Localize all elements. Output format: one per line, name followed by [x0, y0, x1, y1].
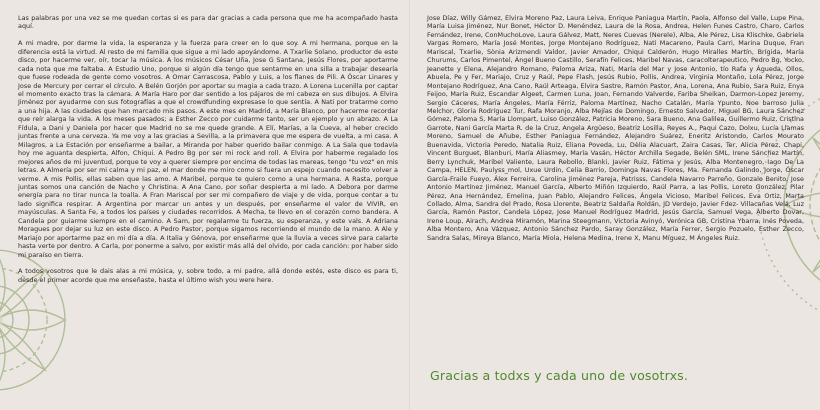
- book-spine: [409, 0, 411, 410]
- closing-dedication-paragraph: A todos vosotros que le dais alas a mi música, y, sobre todo, a mi padre, allá donde estés, este disco es para ti, desde el primer acorde que me enseñaste, hasta el último wish you were here.: [18, 267, 398, 284]
- thanks-closing-line: Gracias a todxs y cada uno de vosotrxs.: [430, 368, 689, 383]
- acknowledgments-paragraph: A mi madre, por darme la vida, la esperanza y la fuerza para creer en lo que soy. A mi hermana, porque en la diferencia está la virtud. Al resto de mi familia que sigue a mi lado apoyándome. A Txarlie Solano, productor de este disco, por hacerme ver, oír, tocar la música. A los músicos César Uña, Jose G Santana, Jesús Flores, por aportarme cada nota que me faltaba. A Estudio Uno, porque si algún día tengo que sentarme en una silla a trabajar desearía que fuese rodeada de gente como vosotros. A Omar Carrascosa, Pablo y Luis, a los flanes de Pili. A Óscar Linares y Jose de Mercury por cerrar el círculo. A Belén Gorjón por aportar su magia a cada trazo. A Lorena Lucenilla por captar el momento exacto tras la cámara. A María Haro por dar sentido a los pájaros de mi cabeza en sus dibujos. A Elvira Jiménez por ayudarme con sus fotografías a que el crowdfunding expresase lo que sentía. A Nati por tratarme como a una hija. A las ciudades que han marcado mis pasos. A este mes en Madrid, a María Blanco, por hacerme recordar que reír alarga la vida. A los meses pasados; a Esther Zecco por cuidarme tanto, ser un ejemplo y un abrazo. A La Fídula, a Dani y Daniela por hacer que Madrid no se me quede grande. A Elí, Marías, a la Cueva, al heber crecido juntas frente a una cerveza. Ya me voy a las gracias a Sevilla, a la primavera que me espera de vuelta, a mi casa. A Milagros, a La Estación por enseñarme a bailar, a Miranda por haber querido bailar conmigo. A La Sala que todavía hoy me aguanta despierta, Alfon, Chiqui. A Pedro Bg por ser mi rock and roll. A Elvira por haberme regalado los mejores años de mi juventud, porque te voy a querer siempre por encima de todas las mareas, tengo "tu voz" en mis letras. A Almería por ser mi calma y mi paz, el mar donde me miro como si fuera un espejo cuando necesito volver a verme. A mis Pollis, ellas saben que las amo. A Maribel, porque te quiero como a una hermana. A Rasta, porque juntas somos una canción de Nacho y Christina. A Ana Cano, por soñar despierta a mi lado. A Debora por darme energía para no tirar nunca la toalla. A Fran Mariscal por ser mi compañero de viaje y de vida, porque contar a tu lado significa respirar. A Argentina por marcar un antes y un después, por enseñarme el valor de VIVIR, en mayúsculas. A Santa Fe, a todos los países y ciudades recorridos. A Mecha, te llevo en el corazón como bandera. A Candela por guiarme siempre en el camino. A Sam, por regalarme tu fuerza, su esperanza, y este vals. A Adriana Moragues por dejar su luz en este disco. A Pedro Pastor, porque sigamos recorriendo el mundo de la mano. A Ale y Mariajo por aportarme paz en mi día a día. A Italia y Génova, por enseñarme que la lluvia a veces sirve para calarte hasta verte por dentro. A Carla, por ponerme a salvo, por existir más allá del olvido, por cada canción: por haber sido mi paraíso en tierra.: [18, 39, 398, 259]
- intro-paragraph: Las palabras por una vez se me quedan cortas si es para dar gracias a cada persona que me ha acompañado hasta aquí.: [18, 14, 398, 31]
- backers-list: Jose Díaz, Willy Gámez, Elvira Moreno Paz, Laura Leiva, Enrique Paniagua Martín, Paola, Alfonso del Valle, Lupe Pina, María Luisa Jiménez, Nur Bonet, Héctor D. Menéndez, Laura de la Rosa, Andrea, Helen Funes Castro, Charo, Carlos Fernández, Irene, ConMuchoLove, Laura Gálvez, Matt, Neres Cuevas (Nerele), Alba, Ale Pérez, Lisa Klischke, Gabriela Vargas Romero, María José Montes, Jorge Montejano Rodríguez, Nati Macareno, Paula Carri, Marina Duque, Fran Mariscal, Txarlie, Sònia Arizmendi Valdor, Javier Amador, Chiqui Calderón, Hugo Miralles Martín, Brígida, María Churums, Carlos Pimentel, Ángel Bueno Castillo, Serafín Felices, Maribel Navas, caracolterapeutico, Pedro Bg, Yocko, Jeanette y Elena, Alejandro Romano, Paloma Ariza, Nati, María del Mar y Jose Antonio, tío Rafa y Águeda, Ollos, Abuela, Pe y Fer, Mariajo, Cruz y Raúl, Pepe Flash, Jesús Rubio, Pollis, Andrea, Virginia Montaño, Lola Pérez, Jorge Montejano Rodríguez, Ana Cano, Raúl Arteaga, Elvira Sastre, Ramón Pastor, Ana, Lorena, Ana Rubio, Sara Ruiz, Enya Feijoo, María Ruiz, Escandar Algeet, Carmen Luna, Joan, Fernando Valverde, Fariba Sheikan, Darmon-Lopez Jeremy, Sergio Cáceres, María Ángeles, María Férriz, Paloma Martínez, Nacho Catalán, María Ypunto, Noe barroso Julia Melchor, Gloria Rodríguez Tur, Rafa Moranjo, Alba Mejías de Domingo, Ernesto Salvador, Miguel BG, Laura Sánchez Gómez, Paloma S, María Llompart, Luiso González, Patricia Moreno, Sara Bueno, Ana Galilea, Guillermo Ruiz, Cristina Garrote, Nani García Marta R. de la Cruz, Angela Argüeso, Beatriz Losilla, Reyes A., Paqui Cazo, Dolxu, Lucía Llamas Moreno, Samuel de Añube, Esther Paniagua Fernández, Alejandro Suárez, Eneritz Aristondo, Carlos Mourato Buenavida, Victoria Peredo, Natalia Ruiz, Eliana Poveda, Lu, Dèlia Alacuart, Zaira Casas, Ter, Alicia Pérez, Chapi, Vincent Burguet, Blanburi, María Aliasmey, María Vasán, Héctor Archilla Segade, Belén SML, Irene Sánchez Martín, Berry Lynchuk, Maribel Valiente, Laura Rebollo, Blanki, Javier Ruiz, Fátima y Jesús, Alba Montenegro, Iago De La Campa, HELEN, Paulyss_mol, Uxue Urdin, Celia Barrio, Dominga Navas Flores, Ma. Fernanda Galindo, Jorge, Óscar García-Fraile Fueyo, Álex Ferreira, Carolina Jiménez Pareja, Patrisss, Candela Navarro Parreño, Gonzalo Benito, Jose Antonio Martínez Jiménez, Manuel García, Alberto Miñón Izquierdo, Raúl Parra, a las Pollis, Loreto González, Pilar Pérez, Ana Hernández, Emelina, Juan Pablo, Alejandro Felices, Ángela Vicioso, Maribel Felices, Eva Ortiz, Marta Collado, Alma, Sandra del Prado, Rosa Llorente, Beatriz Saldaña Roldán, JD Verdejo, Javier Fdez- Villacañas Velá, Luz García, Ramón Pastor, Candela López, Jose Manuel Rodríguez Madrid, Jesús García, Samuel Vega, Alberto Dovar, Irene Loup, Airach, Andrea Miramón, Marina Steegmann, Victoria Avinyó, Verónica GB, Cristina Ybarra, Inés Poveda, Alba Montero, Ana Vázquez, Antonio Sánchez Pardo, Saray González, María Ferrer, Sergio Pozuelo, Esther Zecco, Sandra Salas, Mireya Blanco, María Miola, Helena Medina, Irene X, Manu Míguez, M Ángeles Ruiz.: [427, 14, 804, 242]
- dedication-column: [18, 14, 398, 284]
